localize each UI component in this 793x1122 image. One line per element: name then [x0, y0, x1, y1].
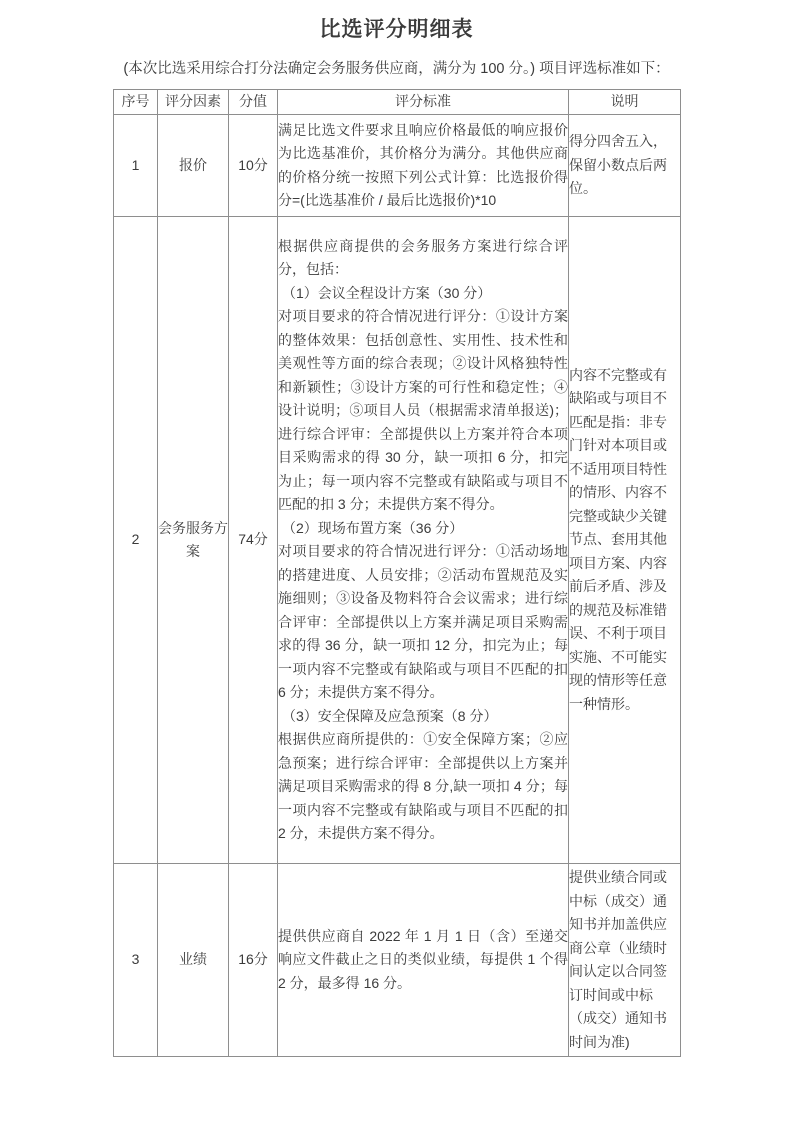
note-paragraph: 得分四舍五入，保留小数点后两位。 [569, 133, 667, 197]
note-paragraph: 提供业绩合同或中标（成交）通知书并加盖供应商公章（业绩时间认定以合同签订时间或中标（成交）通知书时间为准) [569, 869, 667, 1050]
cell-criteria [278, 217, 569, 864]
page-title: 比选评分明细表 [319, 18, 474, 41]
criteria-subheading: （1）会议全程设计方案（30 分） [282, 284, 492, 301]
criteria-paragraph: 提供供应商自 2022 年 1 月 1 日（含）至递交响应文件截止之日的类似业绩，每提供 1 个得 2 分，最多得 16 分。 [278, 927, 568, 991]
cell-criteria [278, 864, 569, 1057]
col-header-serial: 序号 [114, 90, 158, 115]
criteria-subheading: （2）现场布置方案（36 分） [282, 519, 464, 536]
cell-criteria [278, 115, 569, 217]
criteria-paragraph: 对项目要求的符合情况进行评分：①设计方案的整体效果：包括创意性、实用性、技术性和美观性等方面的综合表现；②设计风格独特性和新颖性；③设计方案的可行性和稳定性；④设计说明；⑤项目人员（根据需求清单报送)；进行综合评审：全部提供以上方案并符合本项目采购需求的得 30 分，缺一项扣 6 分，扣完为止；每一项内容不完整或有缺陷或与项目不匹配的扣 3 分；未提供方案不得分。 [278, 308, 568, 512]
col-header-note: 说明 [569, 90, 681, 115]
table-row-service-plan [114, 217, 681, 864]
cell-factor: 报价 [158, 115, 229, 217]
cell-score: 74分 [229, 217, 278, 864]
criteria-paragraph: 对项目要求的符合情况进行评分：①活动场地的搭建进度、人员安排；②活动布置规范及实施细则；③设备及物料符合会议需求；进行综合评审：全部提供以上方案并满足项目采购需求的得 36 分，缺一项扣 12 分，扣完为止；每一项内容不完整或有缺陷或与项目不匹配的扣 6 分；未提供方案不得分。 [278, 543, 568, 700]
cell-score: 16分 [229, 864, 278, 1057]
cell-note [569, 217, 681, 864]
cell-serial: 3 [114, 864, 158, 1057]
table-header-row [114, 90, 681, 115]
cell-factor: 会务服务方案 [158, 217, 229, 864]
cell-note [569, 864, 681, 1057]
col-header-factor: 评分因素 [158, 90, 229, 115]
cell-serial: 1 [114, 115, 158, 217]
cell-note [569, 115, 681, 217]
criteria-paragraph: 满足比选文件要求且响应价格最低的响应报价为比选基准价，其价格分为满分。其他供应商的价格分统一按照下列公式计算：比选报价得分=(比选基准价 / 最后比选报价)*10 [278, 121, 568, 208]
cell-factor: 业绩 [158, 864, 229, 1057]
table-row-performance [114, 864, 681, 1057]
criteria-paragraph: 根据供应商提供的会务服务方案进行综合评分，包括： [278, 237, 568, 277]
criteria-subheading: （3）安全保障及应急预案（8 分） [282, 707, 498, 724]
table-row-quotation [114, 115, 681, 217]
page-subtitle: (本次比选采用综合打分法确定会务服务供应商，满分为 100 分。) 项目评选标准如下： [123, 61, 670, 77]
scoring-table [113, 89, 681, 1057]
cell-serial: 2 [114, 217, 158, 864]
col-header-criteria: 评分标准 [278, 90, 569, 115]
cell-score: 10分 [229, 115, 278, 217]
col-header-score: 分值 [229, 90, 278, 115]
note-paragraph: 内容不完整或有缺陷或与项目不匹配是指：非专门针对本项目或不适用项目特性的情形、内容不完整或缺少关键节点、套用其他项目方案、内容前后矛盾、涉及的规范及标准错误、不利于项目实施、不可能实现的情形等任意一种情形。 [569, 366, 667, 712]
criteria-paragraph: 根据供应商所提供的：①安全保障方案；②应急预案；进行综合评审：全部提供以上方案并满足项目采购需求的得 8 分,缺一项扣 4 分；每一项内容不完整或有缺陷或与项目不匹配的扣 2 分，未提供方案不得分。 [278, 731, 568, 841]
